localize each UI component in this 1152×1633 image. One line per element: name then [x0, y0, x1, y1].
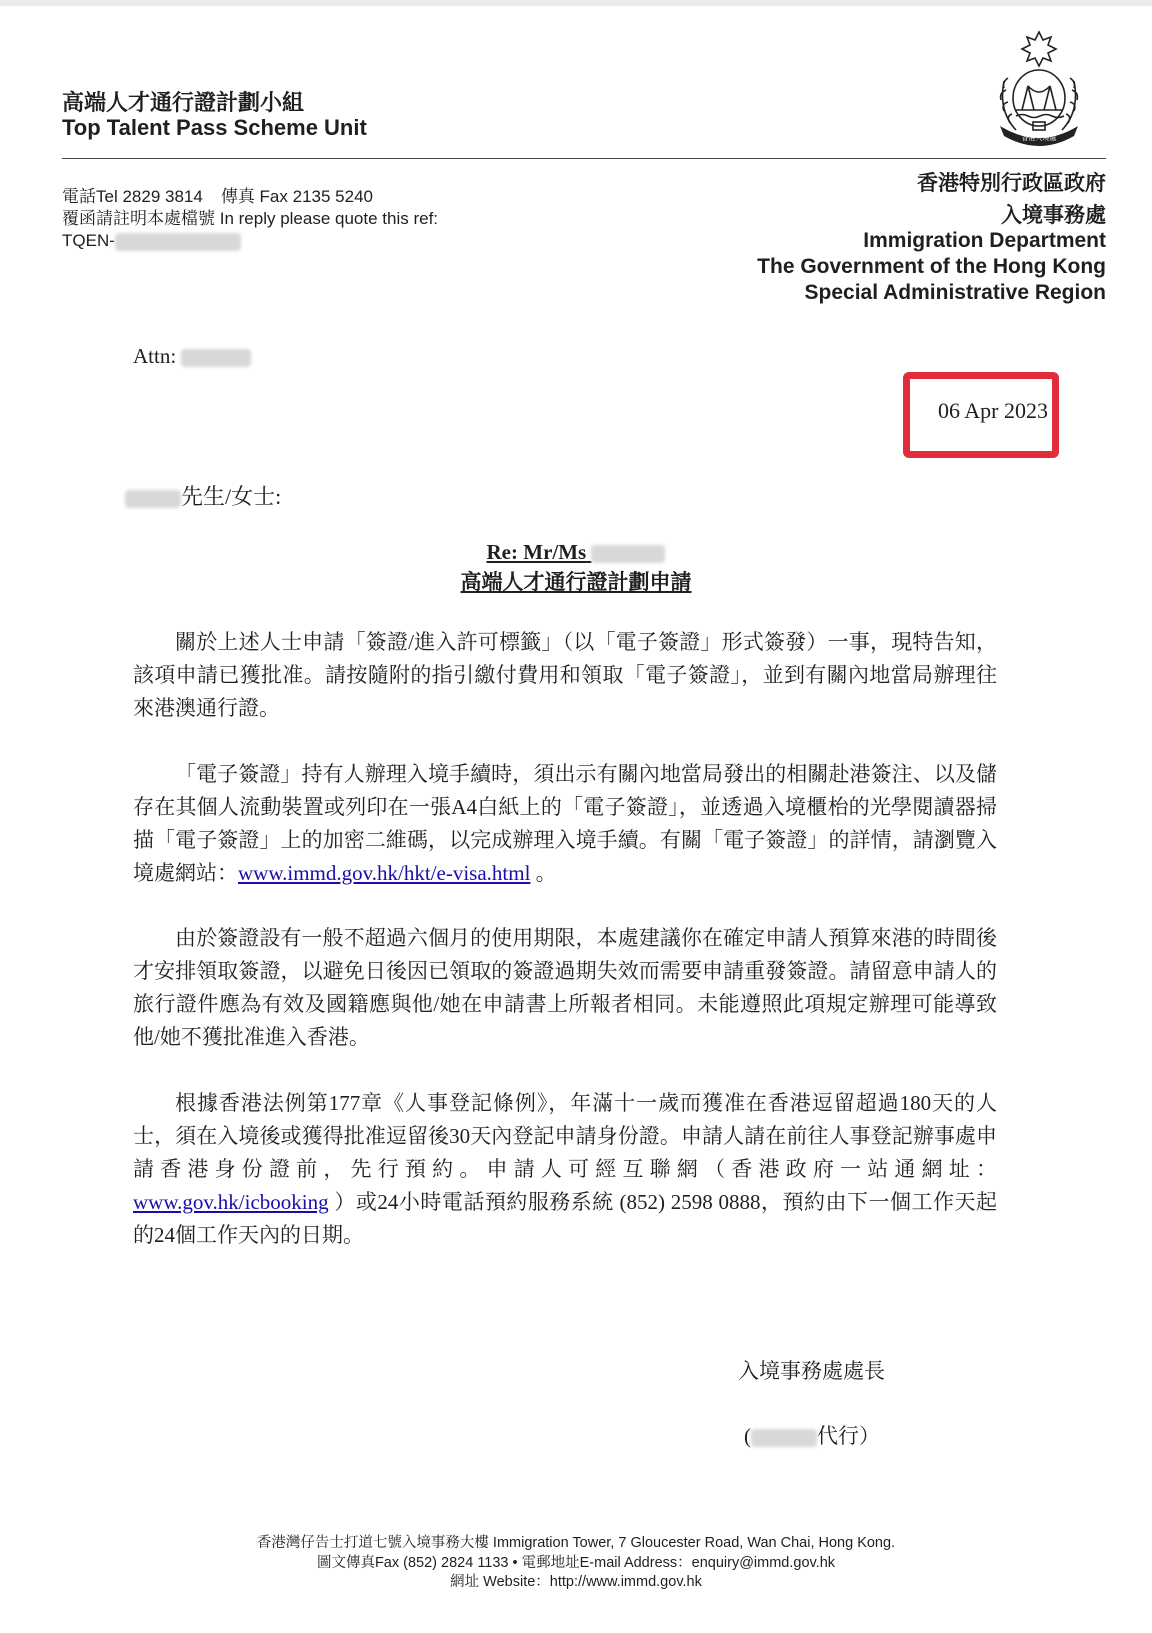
contact-phone-fax-line: [62, 186, 438, 208]
footer-fax-email: 圖文傳真Fax (852) 2824 1133 • 電郵地址E-mail Address：enquiry@immd.gov.hk: [316, 1555, 836, 1571]
top-edge-band: [0, 0, 1152, 6]
unit-name-zh: 高端人才通行證計劃小組: [62, 91, 305, 116]
paragraph-e-visa: 「電子簽證」持有人辦理入境手續時，須出示有關內地當局發出的相關赴港簽注、以及儲存在其個人流動裝置或列印在一張A4白紙上的「電子簽證」，並透過入境櫃枱的光學閱讀器掃描「電子簽證」上的加密二維碼，以完成辦理入境手續。有關「電子簽證」的詳情，請瀏覽入境處網站：www.immd.gov.hk/hkt/e-visa.html 。: [133, 762, 997, 885]
department-name-zh: 入境事務處: [1001, 203, 1106, 227]
ref-prefix: TQEN-: [62, 231, 115, 250]
government-name-en-line2: Special Administrative Region: [804, 281, 1106, 304]
paragraph-registration: 根據香港法例第177章《人事登記條例》，年滿十一歲而獲准在香港逗留超過180天的人士，須在入境後或獲得批准逗留後30天內登記申請身份證。申請人請在前往人事登記辦事處申請香港身份證前，先行預約。申請人可經互聯網（香港政府一站通網址：www.gov.hk/icbooking ）或24小時電話預約服務系統 (852) 2598 0888，預約由下一個工作天起的24個工作天內的日期。: [133, 1091, 997, 1247]
header-divider: [62, 158, 1106, 159]
reply-ref-label: 覆函請註明本處檔號 In reply please quote this ref:: [62, 209, 439, 228]
contact-block: [62, 186, 438, 252]
re-line: [0, 540, 1152, 565]
immigration-emblem-icon: [986, 26, 1092, 150]
letter-date: 06 Apr 2023: [938, 398, 1048, 423]
svg-text:香港入境處: 香港入境處: [1021, 134, 1057, 142]
government-name-zh: 香港特別行政區政府: [917, 171, 1106, 195]
salutation-text: 先生/女士:: [181, 484, 282, 509]
e-visa-link[interactable]: www.immd.gov.hk/hkt/e-visa.html: [238, 861, 531, 885]
footer-address: 香港灣仔告士打道七號入境事務大樓 Immigration Tower, 7 Gloucester Road, Wan Chai, Hong Kong.: [256, 1535, 896, 1551]
salutation-line: [125, 480, 281, 511]
unit-name-en: Top Talent Pass Scheme Unit: [62, 115, 367, 140]
government-name-en-line1: The Government of the Hong Kong: [757, 255, 1106, 278]
icbooking-link[interactable]: www.gov.hk/icbooking: [133, 1190, 329, 1214]
redacted-recipient-name: [125, 490, 181, 508]
attn-line: [133, 344, 251, 369]
letter-subject: 高端人才通行證計劃申請: [460, 570, 692, 594]
re-label: Re: Mr/Ms: [486, 540, 587, 564]
redacted-attn-name: [181, 349, 251, 367]
footer-website: 網址 Website：http://www.immd.gov.hk: [450, 1574, 702, 1590]
department-name-en: Immigration Department: [863, 229, 1106, 252]
signatory-acting-line: ( 代行）: [744, 1424, 880, 1448]
reference-number-line: [62, 230, 438, 252]
tel-text: 電話Tel 2829 3814: [62, 187, 203, 206]
department-block: [757, 170, 1106, 306]
redacted-signatory-name: [751, 1429, 817, 1447]
redacted-applicant-name: [591, 545, 665, 563]
redacted-ref-number: [115, 233, 241, 251]
signatory-title: 入境事務處處長: [738, 1359, 885, 1383]
paragraph-validity: 由於簽證設有一般不超過六個月的使用期限，本處建議你在確定申請人預算來港的時間後才安排領取簽證，以避免日後因已領取的簽證過期失效而需要申請重發簽證。請留意申請人的旅行證件應為有效及國籍應與他/她在申請書上所報者相同。未能遵照此項規定辦理可能導致他/她不獲批准進入香港。: [133, 926, 997, 1049]
paragraph-approval: 關於上述人士申請「簽證/進入許可標籤」（以「電子簽證」形式簽發）一事，現特告知，該項申請已獲批准。請按隨附的指引繳付費用和領取「電子簽證」，並到有關內地當局辦理往來港澳通行證。: [133, 630, 997, 720]
fax-text: 傳真 Fax 2135 5240: [220, 187, 373, 206]
attn-label: Attn:: [133, 344, 177, 368]
